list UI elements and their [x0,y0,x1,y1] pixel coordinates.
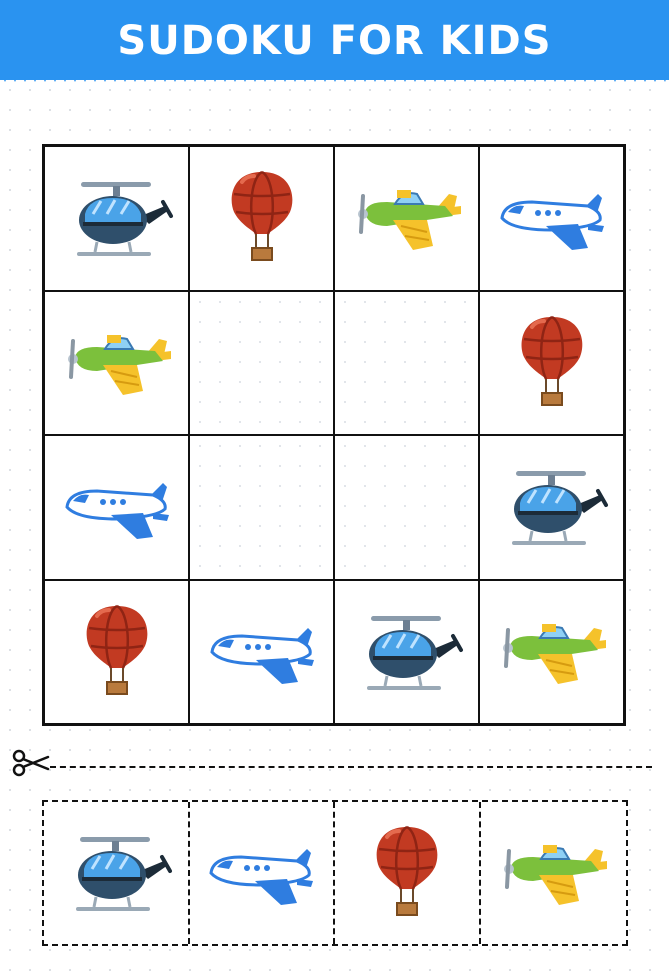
hot-air-balloon-icon [492,313,612,413]
grid-cell-filled [44,146,189,291]
grid-cell-filled [479,580,624,725]
propeller-plane-icon [492,602,612,702]
jet-plane-icon [492,168,612,268]
scissors-icon [12,748,50,778]
hot-air-balloon-icon [202,168,322,268]
helicopter-icon [57,168,177,268]
grid-cell-empty[interactable] [334,435,479,580]
hot-air-balloon-icon [347,823,467,923]
jet-plane-icon [202,602,322,702]
cutout-pieces [42,800,628,946]
grid-cell-filled [479,435,624,580]
cut-line [50,766,652,768]
jet-plane-icon [57,457,177,557]
grid-cell-filled [334,580,479,725]
propeller-plane-icon [493,823,613,923]
grid-cell-filled [479,291,624,436]
propeller-plane-icon [347,168,467,268]
page-title: SUDOKU FOR KIDS [117,18,552,64]
helicopter-icon [492,457,612,557]
grid-cell-filled [189,580,334,725]
cutout-piece-helicopter[interactable] [44,802,190,944]
propeller-plane-icon [57,313,177,413]
cutout-piece-propeller-plane[interactable] [481,802,627,944]
grid-cell-filled [334,146,479,291]
grid-cell-empty[interactable] [334,291,479,436]
grid-cell-filled [189,146,334,291]
hot-air-balloon-icon [57,602,177,702]
grid-cell-empty[interactable] [189,291,334,436]
jet-plane-icon [201,823,321,923]
grid-cell-filled [44,435,189,580]
cutout-piece-jet-plane[interactable] [190,802,336,944]
banner-zigzag-edge [0,72,669,86]
grid-cell-empty[interactable] [189,435,334,580]
helicopter-icon [347,602,467,702]
sudoku-grid [42,144,626,726]
grid-cell-filled [44,580,189,725]
grid-cell-filled [479,146,624,291]
grid-cell-filled [44,291,189,436]
helicopter-icon [56,823,176,923]
cutout-piece-hot-air-balloon[interactable] [335,802,481,944]
